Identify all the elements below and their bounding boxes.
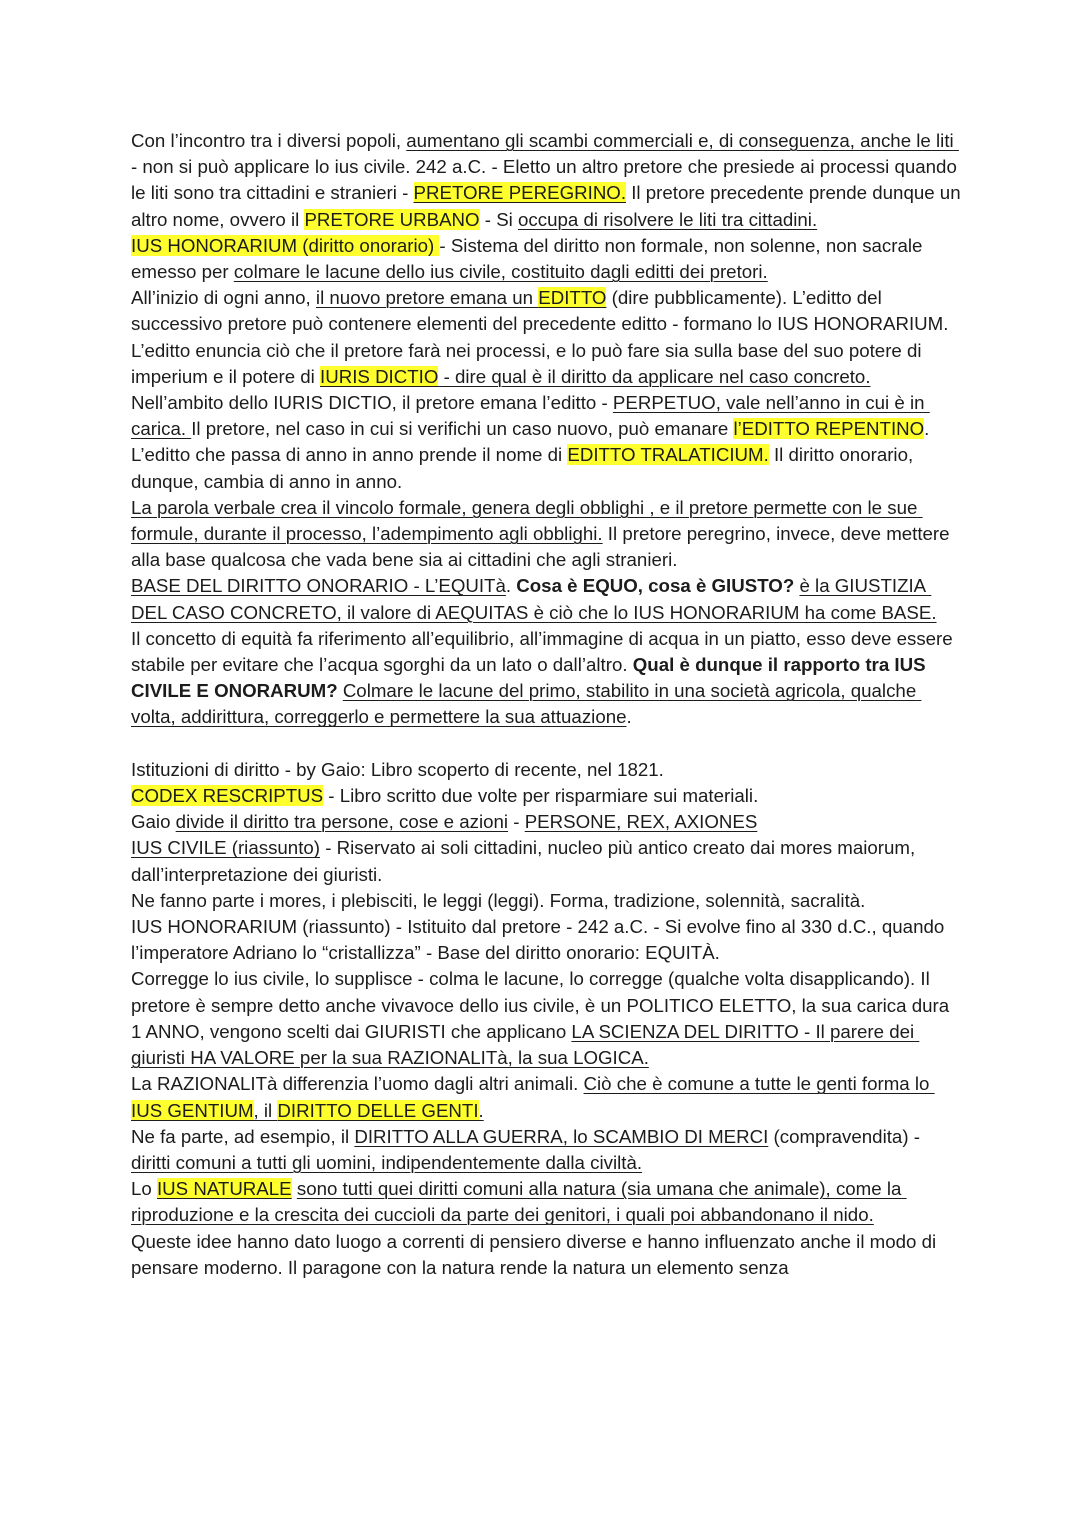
text-segment: Il pretore, nel caso in cui si verifichi un caso nuovo, può emanare [191,418,734,440]
highlighted-term: IURIS DICTIO [320,365,439,387]
paragraph [131,390,961,495]
paragraph [131,1176,961,1228]
text-segment: Il concetto di equità fa riferimento all’equilibrio, all’immagine di acqua in un piatto, esso deve essere stabile per evitare che l’acqua sgorghi da un lato o dall’altro. [131,627,958,676]
text-segment: Il pretore peregrino, invece, deve mettere alla base qualcosa che vada bene sia ai cittadini che agli stranieri. [131,523,955,571]
text-segment: Ne fa parte, ad esempio, il [131,1125,355,1147]
text-segment: - non si può applicare lo ius civile. 242 a.C. - Eletto un altro pretore che presiede ai processi quando le liti sono tra cittadini e stranieri - [131,156,963,204]
text-segment: La RAZIONALITà differenzia l’uomo dagli altri animali. [131,1073,584,1095]
text-segment: Istituzioni di diritto - by Gaio: Libro scoperto di recente, nel 1821. [131,758,664,780]
paragraph [131,757,961,783]
underlined-text: - dire qual è il diritto da applicare nel caso concreto. [438,365,871,387]
paragraph [131,1071,961,1123]
bold-question: Cosa è EQUO, cosa è GIUSTO? [516,575,795,597]
text-segment: Nell’ambito dello IURIS DICTIO, il pretore emana l’editto - [131,392,613,414]
text-segment: Gaio [131,811,176,833]
underlined-text: BASE DEL DIRITTO ONORARIO - L’EQUITà [131,575,506,597]
text-segment: - Libro scritto due volte per risparmiare sui materiali. [323,785,759,807]
underlined-text: DIRITTO ALLA GUERRA, lo SCAMBIO DI MERCI [354,1125,769,1147]
highlighted-term: PRETORE PEREGRINO. [413,182,627,204]
highlighted-term: EDITTO TRALATICIUM. [567,444,769,466]
text-segment: (dire pubblicamente). L’editto del successivo pretore può contenere elementi del precedente editto - formano lo IUS HONORARIUM. L’editto enuncia ciò che il pretore farà nei processi, e lo può fare sia sulla base del suo potere di imperium e il potere di [131,287,954,387]
paragraph [131,495,961,574]
text-segment: - [508,811,525,833]
highlighted-term: IUS NATURALE [156,1178,292,1200]
text-segment: Il pretore precedente prende dunque un altro nome, ovvero il [131,182,966,230]
paragraph [131,888,961,914]
bold-question: Qual è dunque il rapporto tra IUS CIVILE E ONORARUM? [131,654,931,702]
underlined-text: Ciò che è comune a tutte le genti forma lo [583,1073,935,1095]
paragraph [131,1229,961,1281]
text-segment: IUS HONORARIUM (riassunto) - Istituito dal pretore - 242 a.C. - Si evolve fino al 330 d.C., quando l’imperatore Adriano lo “cristallizza” - Base del diritto onorario: EQUITÀ. [131,916,950,964]
underlined-text: IUS CIVILE (riassunto) [131,837,321,859]
text-segment: - Si [479,208,519,230]
underlined-text: PERSONE, REX, AXIONES [524,811,758,833]
highlighted-term: DIRITTO DELLE GENTI [277,1099,479,1121]
paragraph [131,626,961,731]
underlined-text: aumentano gli scambi commerciali e, di conseguenza, anche le liti [406,130,959,151]
text-segment: Il diritto onorario, dunque, cambia di anno in anno. [131,444,919,492]
highlighted-term: EDITTO [538,287,607,309]
text-segment: Ne fanno parte i mores, i plebisciti, le leggi (leggi). Forma, tradizione, solennità, sacralità. [131,889,866,911]
underlined-text: il nuovo pretore emana un [315,287,539,309]
text-segment: - Sistema del diritto non formale, non solenne, non sacrale emesso per [131,234,928,283]
text-segment: All’inizio di ogni anno, [131,287,316,309]
underlined-text: . [478,1099,484,1121]
paragraph [131,285,961,390]
text-segment: Lo [131,1178,157,1200]
underlined-text: è la GIUSTIZIA DEL CASO CONCRETO, il valore di AEQUITAS è ciò che lo IUS HONORARIUM ha come BASE. [131,575,937,623]
paragraph [131,783,961,809]
highlighted-term: IUS HONORARIUM (diritto onorario) [131,234,440,256]
paragraph [131,835,961,887]
highlighted-term: CODEX RESCRIPTUS [131,785,324,807]
underlined-text: , il [253,1099,278,1121]
paragraph [131,573,961,625]
paragraph-spacer [131,731,961,757]
document-page [131,128,966,1281]
underlined-text: diritti comuni a tutti gli uomini, indipendentemente dalla civiltà. [131,1151,643,1173]
highlighted-term: PRETORE URBANO [304,208,480,230]
underlined-text: sono tutti quei diritti comuni alla natura (sia umana che animale), come la riproduzione e la crescita dei cuccioli da parte dei genitori, i quali poi abbandonano il nido. [131,1178,907,1226]
text-segment: . L’editto che passa di anno in anno prende il nome di [131,418,935,466]
text-segment: Queste idee hanno dato luogo a correnti di pensiero diverse e hanno influenzato anche il modo di pensare moderno. Il paragone con la natura rende la natura un elemento senza [131,1230,942,1278]
underlined-text: colmare le lacune dello ius civile, costituito dagli editti dei pretori. [233,261,768,283]
text-segment: (compravendita) - [768,1125,926,1147]
text-segment: . [626,706,632,728]
paragraph [131,914,961,966]
underlined-text: La parola verbale crea il vincolo formale, genera degli obblighi , e il pretore permette con le sue formule, durante il processo, l’adempimento agli obblighi. [131,496,923,545]
text-segment: Con l’incontro tra i diversi popoli, [131,130,407,151]
text-segment: Corregge lo ius civile, lo supplisce - colma le lacune, lo corregge (qualche volta disapplicando). Il pretore è sempre detto anche vivavoce dello ius civile, è un POLITICO ELETTO, la sua carica dura 1 ANNO, vengono scelti dai GIURISTI che applicano [131,968,955,1042]
highlighted-term: IUS GENTIUM [131,1099,254,1121]
paragraph [131,1124,961,1176]
underlined-text: occupa di risolvere le liti tra cittadini. [518,208,818,230]
text-segment: . [505,575,517,597]
paragraph [131,809,961,835]
underlined-text: divide il diritto tra persone, cose e azioni [175,811,509,833]
paragraph [131,128,966,233]
underlined-text: Colmare le lacune del primo, stabilito in una società agricola, qualche volta, addirittura, correggerlo e permettere la sua attuazione [131,680,922,728]
paragraph [131,233,961,285]
underlined-text: LA SCIENZA DEL DIRITTO - Il parere dei giuristi HA VALORE per la sua RAZIONALITà, la sua LOGICA. [131,1020,920,1069]
underlined-text: PERPETUO, vale nell’anno in cui è in carica. [131,392,930,440]
highlighted-term: l’EDITTO REPENTINO [733,418,925,440]
paragraph [131,966,961,1071]
text-segment: - Riservato ai soli cittadini, nucleo più antico creato dai mores maiorum, dall’interpretazione dei giuristi. [131,837,921,885]
